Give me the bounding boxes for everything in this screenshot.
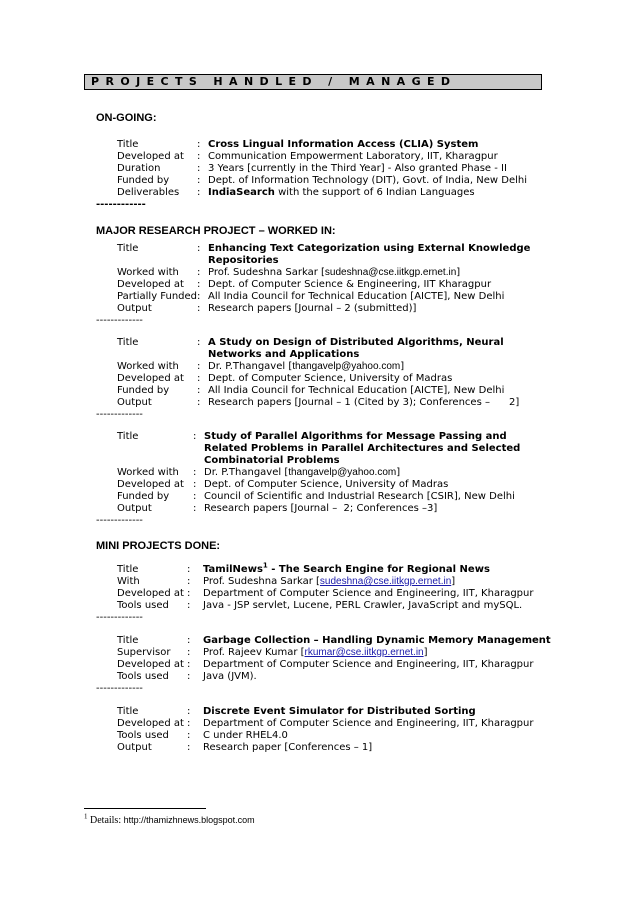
row-value: Dept. of Computer Science, University of Madras bbox=[208, 373, 453, 384]
row-value: C under RHEL4.0 bbox=[203, 730, 288, 741]
row-label: Tools used bbox=[117, 730, 169, 741]
mini-1-row bbox=[117, 600, 522, 612]
email-link[interactable]: sudeshna@cse.iitkgp.ernet.in bbox=[319, 576, 452, 587]
row-label: Tools used bbox=[117, 600, 169, 611]
row-colon: : bbox=[187, 671, 191, 682]
project-title: Discrete Event Simulator for Distributed Sorting bbox=[203, 706, 476, 717]
value-text: Dr. P.Thangavel [ bbox=[204, 467, 289, 478]
major-1-row bbox=[117, 303, 416, 315]
ongoing-row-deliverables bbox=[117, 187, 475, 199]
row-label: Duration bbox=[117, 163, 161, 174]
value-text: Prof. Sudeshna Sarkar [ bbox=[208, 267, 325, 278]
row-colon: : bbox=[193, 503, 197, 514]
row-colon: : bbox=[197, 139, 201, 150]
footnote-ref: 1 bbox=[262, 561, 268, 570]
row-colon: : bbox=[193, 467, 197, 478]
row-label: Funded by bbox=[117, 175, 170, 186]
email-text: sudeshna@cse.iitkgp.ernet.in bbox=[324, 267, 457, 278]
row-colon: : bbox=[197, 337, 201, 348]
row-label: With bbox=[117, 576, 140, 587]
row-colon: : bbox=[197, 385, 201, 396]
major-2-row bbox=[117, 361, 404, 373]
row-label: Developed at bbox=[117, 588, 184, 599]
row-colon: : bbox=[187, 659, 191, 670]
value-text: ] bbox=[451, 576, 456, 587]
footnote-divider bbox=[84, 808, 206, 809]
row-colon: : bbox=[197, 279, 201, 290]
row-value: Cross Lingual Information Access (CLIA) System bbox=[208, 139, 479, 150]
row-label: Developed at bbox=[117, 373, 184, 384]
mini-1-row bbox=[117, 588, 533, 600]
separator: ------------- bbox=[96, 409, 143, 420]
separator: ------------- bbox=[96, 315, 143, 326]
mini-3-title-row bbox=[117, 706, 476, 718]
value-text: ] bbox=[423, 647, 428, 658]
footnote-url[interactable]: http://thamizhnews.blogspot.com bbox=[123, 815, 255, 825]
row-label: Worked with bbox=[117, 467, 179, 478]
row-value: Dept. of Computer Science & Engineering, IIT Kharagpur bbox=[208, 279, 492, 290]
row-value: Department of Computer Science and Engineering, IIT, Kharagpur bbox=[203, 588, 534, 599]
row-colon: : bbox=[197, 291, 201, 302]
ongoing-row-title bbox=[117, 139, 478, 151]
major-1-row bbox=[117, 279, 491, 291]
row-colon: : bbox=[187, 576, 191, 587]
row-label: Title bbox=[117, 564, 139, 575]
mini-2-row bbox=[117, 647, 428, 659]
row-value: Research paper [Conferences – 1] bbox=[203, 742, 373, 753]
mini-2-row bbox=[117, 671, 257, 683]
row-value: All India Council for Technical Education [AICTE], New Delhi bbox=[208, 385, 505, 396]
value-text: Prof. Sudeshna Sarkar [ bbox=[203, 576, 320, 587]
row-colon: : bbox=[197, 187, 201, 198]
row-colon: : bbox=[197, 267, 201, 278]
row-label: Worked with bbox=[117, 267, 179, 278]
footnote-mark: 1 bbox=[84, 812, 88, 821]
row-label: Title bbox=[117, 706, 139, 717]
row-colon: : bbox=[187, 718, 191, 729]
row-label: Worked with bbox=[117, 361, 179, 372]
row-label: Title bbox=[117, 243, 139, 254]
row-value: Council of Scientific and Industrial Research [CSIR], New Delhi bbox=[204, 491, 515, 502]
mini-3-row bbox=[117, 718, 533, 730]
row-label: Title bbox=[117, 635, 139, 646]
row-value: All India Council for Technical Education [AICTE], New Delhi bbox=[208, 291, 505, 302]
row-colon: : bbox=[197, 243, 201, 254]
major-2-row bbox=[117, 373, 452, 385]
major-3-row bbox=[117, 503, 437, 515]
separator: ------------- bbox=[96, 683, 143, 694]
row-value bbox=[203, 576, 455, 588]
row-colon: : bbox=[193, 431, 197, 442]
mini-3-row bbox=[117, 742, 372, 754]
deliverable-desc: with the support of 6 Indian Languages bbox=[274, 187, 475, 198]
row-colon: : bbox=[197, 361, 201, 372]
row-value: Research papers [Journal – 2; Conferences –3] bbox=[204, 503, 438, 514]
row-label: Developed at bbox=[117, 151, 184, 162]
row-value: 3 Years [currently in the Third Year] - Also granted Phase - II bbox=[208, 163, 507, 174]
major-1-title-row bbox=[117, 243, 553, 267]
ongoing-heading: ON-GOING: bbox=[96, 112, 157, 124]
project-title: Study of Parallel Algorithms for Message Passing and Related Problems in Parallel Architectures and Selected Combinatorial Problems bbox=[204, 431, 521, 466]
major-2-row bbox=[117, 385, 504, 397]
row-value bbox=[203, 647, 428, 659]
value-text: Prof. Rajeev Kumar [ bbox=[203, 647, 305, 658]
row-value: Communication Empowerment Laboratory, IIT, Kharagpur bbox=[208, 151, 498, 162]
row-label: Output bbox=[117, 742, 152, 753]
row-label: Deliverables bbox=[117, 187, 180, 198]
row-value: Java - JSP servlet, Lucene, PERL Crawler, JavaScript and mySQL. bbox=[203, 600, 523, 611]
row-label: Tools used bbox=[117, 671, 169, 682]
mini-heading: MINI PROJECTS DONE: bbox=[96, 540, 221, 552]
major-2-title-row bbox=[117, 337, 553, 361]
major-3-row bbox=[117, 491, 515, 503]
row-colon: : bbox=[187, 647, 191, 658]
row-label: Developed at bbox=[117, 718, 184, 729]
row-colon: : bbox=[193, 491, 197, 502]
email-text: thangavelp@yahoo.com bbox=[288, 467, 397, 478]
row-label: Partially Funded bbox=[117, 291, 198, 302]
ongoing-row-developed bbox=[117, 151, 498, 163]
row-colon: : bbox=[193, 479, 197, 490]
separator: ------------- bbox=[96, 612, 143, 623]
row-value: Java (JVM). bbox=[203, 671, 257, 682]
row-value: Dept. of Computer Science, University of Madras bbox=[204, 479, 449, 490]
value-text: ] bbox=[456, 267, 461, 278]
row-label: Output bbox=[117, 503, 152, 514]
row-colon: : bbox=[187, 635, 191, 646]
row-value: Research papers [Journal – 2 (submitted)] bbox=[208, 303, 417, 314]
section-banner: PROJECTS HANDLED / MANAGED bbox=[84, 74, 542, 90]
mini-1-title-row bbox=[117, 561, 490, 576]
title-text: TamilNews bbox=[203, 564, 263, 575]
row-value: Research papers [Journal – 1 (Cited by 3); Conferences – 2] bbox=[208, 397, 520, 408]
row-label: Output bbox=[117, 397, 152, 408]
mini-1-row bbox=[117, 576, 455, 588]
major-1-row bbox=[117, 291, 504, 303]
major-heading: MAJOR RESEARCH PROJECT – WORKED IN: bbox=[96, 225, 336, 237]
value-text: Dr. P.Thangavel [ bbox=[208, 361, 293, 372]
major-3-row bbox=[117, 467, 400, 479]
project-title: Enhancing Text Categorization using External Knowledge Repositories bbox=[208, 243, 531, 266]
row-colon: : bbox=[187, 600, 191, 611]
separator: ------------- bbox=[96, 515, 143, 526]
title-text: - The Search Engine for Regional News bbox=[267, 564, 490, 575]
row-value: Department of Computer Science and Engineering, IIT, Kharagpur bbox=[203, 659, 534, 670]
major-1-row bbox=[117, 267, 460, 279]
mini-2-row bbox=[117, 659, 533, 671]
ongoing-row-funded bbox=[117, 175, 527, 187]
row-label: Title bbox=[117, 431, 139, 442]
row-colon: : bbox=[187, 730, 191, 741]
row-colon: : bbox=[187, 706, 191, 717]
row-colon: : bbox=[197, 397, 201, 408]
project-title: A Study on Design of Distributed Algorithms, Neural Networks and Applications bbox=[208, 337, 504, 360]
major-3-row bbox=[117, 479, 448, 491]
separator: ------------ bbox=[96, 199, 146, 210]
row-colon: : bbox=[197, 175, 201, 186]
project-title: Garbage Collection – Handling Dynamic Memory Management bbox=[203, 635, 551, 646]
row-value: Department of Computer Science and Engineering, IIT, Kharagpur bbox=[203, 718, 534, 729]
row-label: Supervisor bbox=[117, 647, 171, 658]
value-text: ] bbox=[400, 361, 405, 372]
deliverable-name: IndiaSearch bbox=[208, 187, 275, 198]
row-label: Funded by bbox=[117, 385, 170, 396]
row-colon: : bbox=[197, 373, 201, 384]
row-colon: : bbox=[187, 742, 191, 753]
row-label: Output bbox=[117, 303, 152, 314]
row-value bbox=[208, 361, 404, 373]
row-colon: : bbox=[197, 303, 201, 314]
footnote bbox=[84, 812, 255, 826]
value-text: ] bbox=[396, 467, 401, 478]
email-link[interactable]: rkumar@cse.iitkgp.ernet.in bbox=[304, 647, 424, 658]
row-label: Developed at bbox=[117, 659, 184, 670]
project-title bbox=[203, 561, 490, 576]
row-label: Funded by bbox=[117, 491, 170, 502]
row-value: Dept. of Information Technology (DIT), Govt. of India, New Delhi bbox=[208, 175, 527, 186]
footnote-label: Details: bbox=[90, 815, 124, 826]
row-label: Title bbox=[117, 139, 139, 150]
row-colon: : bbox=[187, 564, 191, 575]
major-3-title-row bbox=[117, 431, 549, 467]
row-label: Developed at bbox=[117, 279, 184, 290]
ongoing-row-duration bbox=[117, 163, 507, 175]
row-label: Title bbox=[117, 337, 139, 348]
mini-2-title-row bbox=[117, 635, 551, 647]
row-value bbox=[204, 467, 400, 479]
row-colon: : bbox=[197, 163, 201, 174]
row-value bbox=[208, 267, 460, 279]
row-colon: : bbox=[197, 151, 201, 162]
mini-3-row bbox=[117, 730, 288, 742]
email-text: thangavelp@yahoo.com bbox=[292, 361, 401, 372]
major-2-row bbox=[117, 397, 519, 409]
row-label: Developed at bbox=[117, 479, 184, 490]
row-colon: : bbox=[187, 588, 191, 599]
